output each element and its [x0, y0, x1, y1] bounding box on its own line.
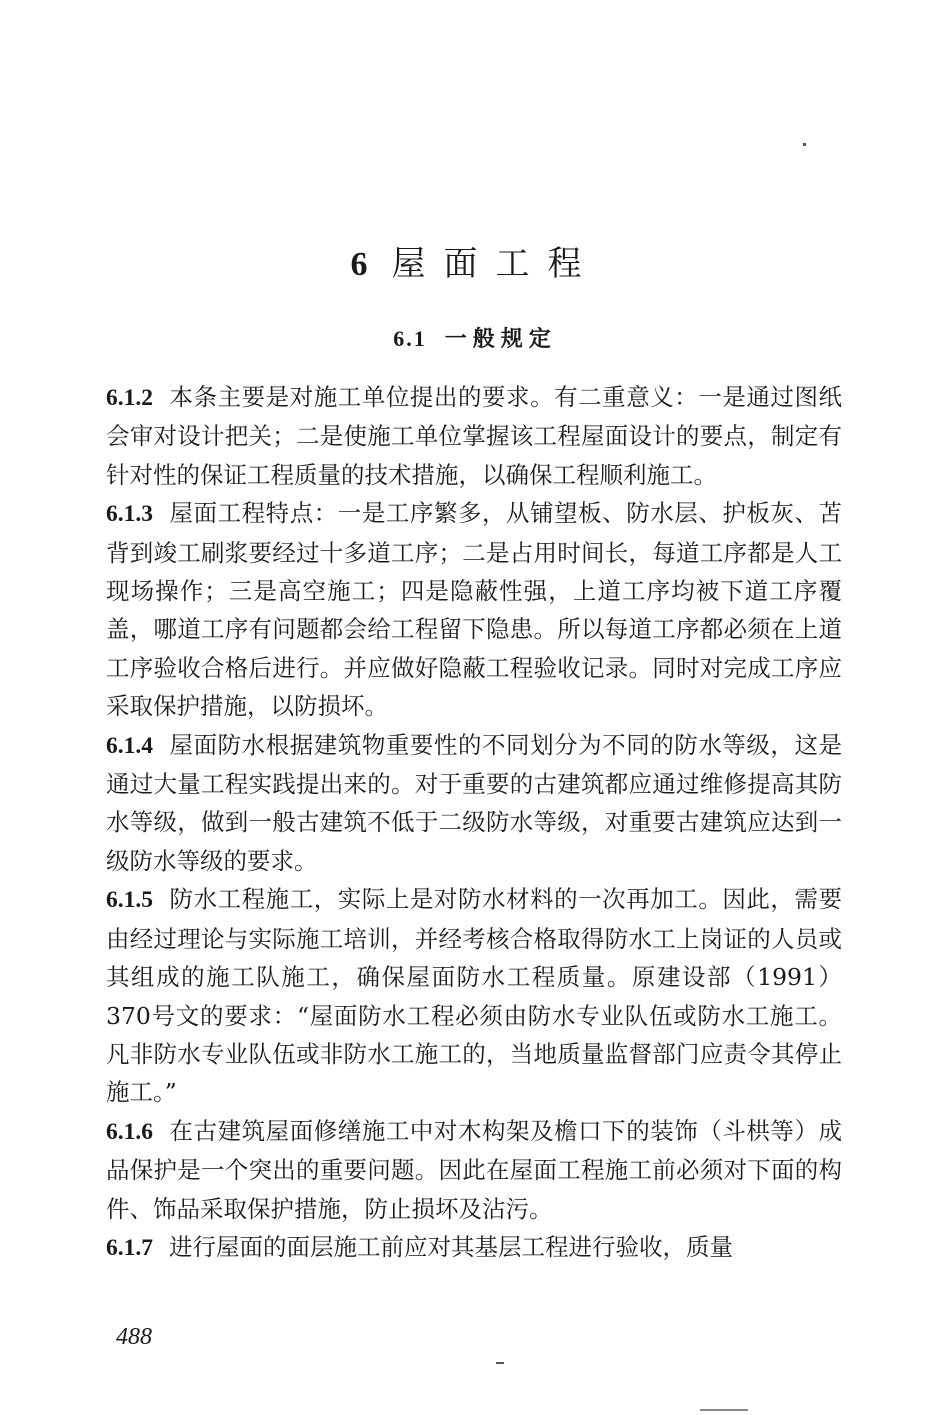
- clause-number: 6.1.5: [106, 887, 153, 914]
- scan-speck: [700, 1409, 748, 1411]
- scan-speck: [803, 143, 806, 146]
- clause: [106, 880, 842, 1111]
- chapter-number: 6: [350, 246, 386, 283]
- clause: [106, 1228, 842, 1267]
- clause-number: 6.1.6: [106, 1118, 153, 1145]
- clause-text: 防水工程施工，实际上是对防水材料的一次再加工。因此，需要由经过理论与实际施工培训，并经考核合格取得防水工上岗证的人员或其组成的施工队施工，确保屋面防水工程质量。原建设部（1991）370号文的要求：“屋面防水工程必须由防水专业队伍或防水工施工。凡非防水专业队伍或非防水工施工的，当地质量监督部门应责令其停止施工。”: [106, 885, 842, 1107]
- chapter-title: [0, 236, 950, 285]
- clause-number: 6.1.2: [106, 385, 153, 411]
- clause-number: 6.1.3: [106, 501, 153, 528]
- clause-text: 屋面工程特点：一是工序繁多，从铺望板、防水层、护板灰、苫背到竣工刷浆要经过十多道工序；二是占用时间长，每道工序都是人工现场操作；三是高空施工；四是隐蔽性强，上道工序均被下道工序覆盖，哪道工序有问题都会给工程留下隐患。所以每道工序都必须在上道工序验收合格后进行。并应做好隐蔽工程验收记录。同时对完成工序应采取保护措施，以防损坏。: [106, 499, 842, 721]
- clause-text: 在古建筑屋面修缮施工中对木构架及檐口下的装饰（斗栱等）成品保护是一个突出的重要问题。因此在屋面工程施工前必须对下面的构件、饰品采取保护措施，防止损坏及沾污。: [106, 1116, 842, 1223]
- chapter-title-text: 屋面工程: [391, 244, 600, 284]
- clause: [106, 1112, 842, 1228]
- clause-number: 6.1.4: [106, 732, 153, 759]
- clause-text: 进行屋面的面层施工前应对其基层工程进行验收，质量: [169, 1232, 733, 1261]
- body-text: [106, 378, 842, 1267]
- section-number: 6.1: [393, 326, 427, 351]
- page-number: 488: [116, 1324, 152, 1350]
- section-title-text: 一般规定: [444, 326, 557, 352]
- clause: [106, 494, 842, 725]
- scan-speck: [496, 1362, 504, 1364]
- section-title: [0, 322, 950, 353]
- clause: [106, 378, 842, 494]
- clause-number: 6.1.7: [106, 1234, 153, 1261]
- clause-text: 屋面防水根据建筑物重要性的不同划分为不同的防水等级，这是通过大量工程实践提出来的。对于重要的古建筑都应通过维修提高其防水等级，做到一般古建筑不低于二级防水等级，对重要古建筑应达到一级防水等级的要求。: [106, 730, 842, 875]
- clause-text: 本条主要是对施工单位提出的要求。有二重意义：一是通过图纸会审对设计把关；二是使施工单位掌握该工程屋面设计的要点，制定有针对性的保证工程质量的技术措施，以确保工程顺利施工。: [106, 383, 842, 489]
- clause: [106, 726, 842, 881]
